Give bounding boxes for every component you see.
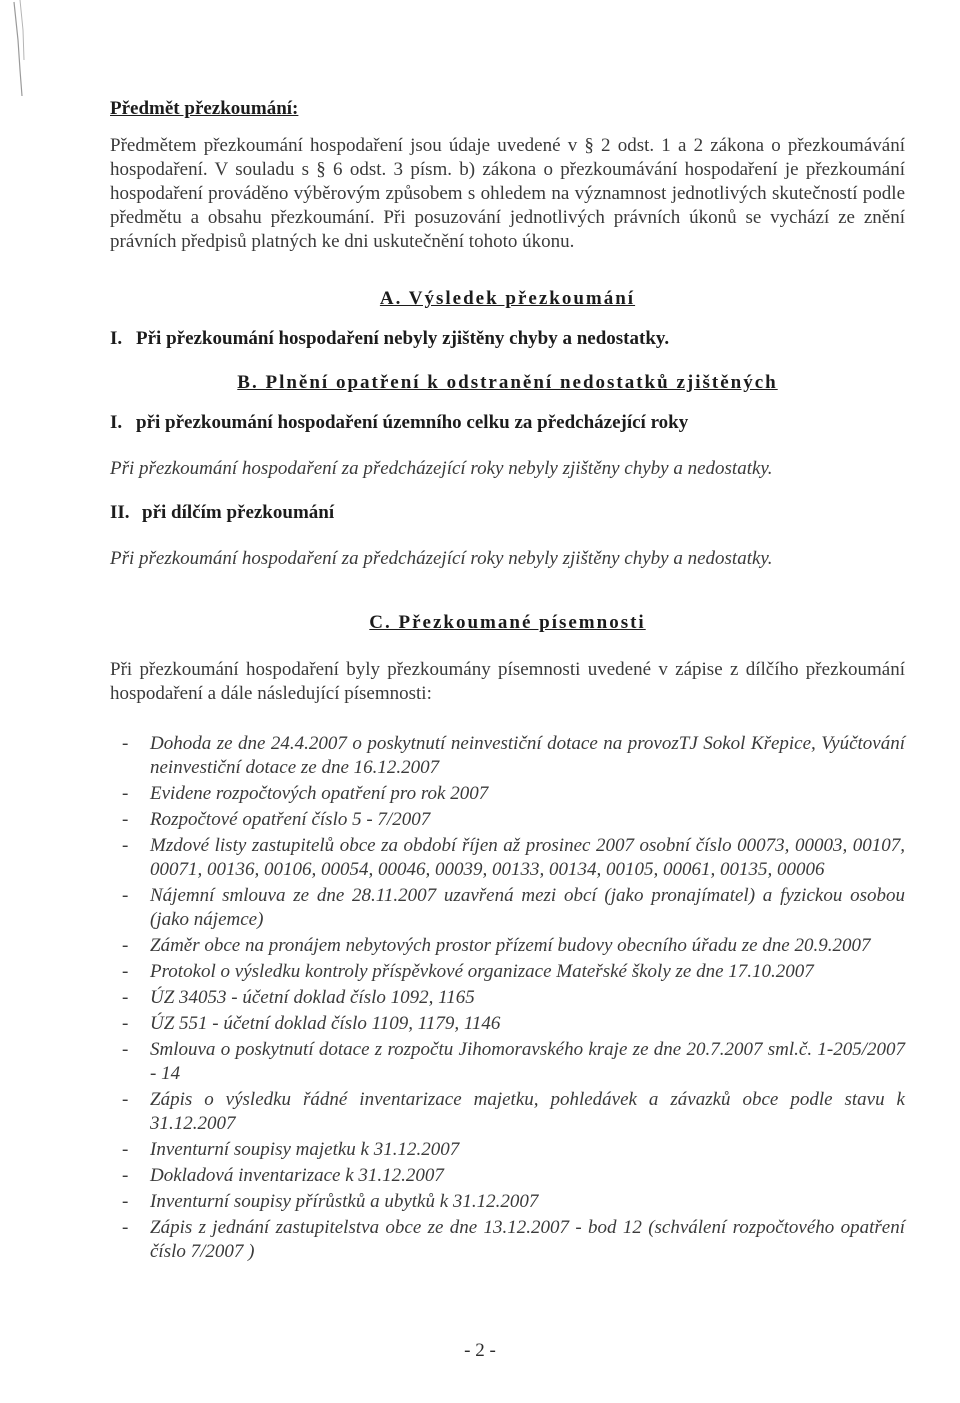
list-dash: - bbox=[122, 1139, 129, 1160]
list-item bbox=[110, 808, 905, 832]
list-item-text: ÚZ 34053 - účetní doklad číslo 1092, 1165 bbox=[150, 987, 475, 1008]
section-b-item-2-title: při dílčím přezkoumání bbox=[142, 502, 335, 523]
section-a-item bbox=[110, 328, 905, 350]
list-dash: - bbox=[122, 1013, 129, 1034]
list-item-text: Záměr obce na pronájem nebytových prostor přízemí budovy obecního úřadu ze dne 20.9.2007 bbox=[150, 935, 871, 956]
list-item bbox=[110, 960, 905, 984]
list-dash: - bbox=[122, 1039, 129, 1060]
section-b-item-2-number: II. bbox=[110, 502, 130, 523]
list-item-text: Protokol o výsledku kontroly příspěvkové organizace Mateřské školy ze dne 17.10.2007 bbox=[150, 961, 814, 982]
list-item-text: Inventurní soupisy majetku k 31.12.2007 bbox=[150, 1139, 460, 1160]
section-b-item-2-text: Při přezkoumání hospodaření za předcházející roky nebyly zjištěny chyby a nedostatky. bbox=[110, 548, 773, 569]
list-item-text: Mzdové listy zastupitelů obce za období říjen až prosinec 2007 osobní číslo 00073, 00003, 00107, 00071, 00136, 00106, 00054, 00046, 00039, 00133, 00134, 00105, 00061, 00135, 00006 bbox=[150, 835, 905, 880]
page-content bbox=[110, 98, 905, 1266]
list-item-text: ÚZ 551 - účetní doklad číslo 1109, 1179, 1146 bbox=[150, 1013, 501, 1034]
section-c-intro: Při přezkoumání hospodaření byly přezkoumány písemnosti uvedené v zápise z dílčího přezkoumání hospodaření a dále následující písemnosti: bbox=[110, 659, 905, 704]
list-item bbox=[110, 934, 905, 958]
list-dash: - bbox=[122, 885, 129, 906]
list-item bbox=[110, 1216, 905, 1264]
section-b-item-1 bbox=[110, 412, 905, 434]
list-dash: - bbox=[122, 1217, 129, 1238]
page-number: - 2 - bbox=[464, 1340, 496, 1361]
list-item-text: Nájemní smlouva ze dne 28.11.2007 uzavřená mezi obcí (jako pronajímatel) a fyzickou osobou (jako nájemce) bbox=[150, 885, 905, 930]
list-item bbox=[110, 834, 905, 882]
list-item bbox=[110, 1190, 905, 1214]
list-dash: - bbox=[122, 1089, 129, 1110]
list-dash: - bbox=[122, 783, 129, 804]
section-a-heading: A. Výsledek přezkoumání bbox=[379, 288, 636, 309]
subject-paragraph: Předmětem přezkoumání hospodaření jsou údaje uvedené v § 2 odst. 1 a 2 zákona o přezkoumávání hospodaření. V souladu s § 6 odst. 3 písm. b) zákona o přezkoumávání hospodaření je přezkoumání hospodaření prováděno výběrovým způsobem s ohledem na významnost jednotlivých skutečností podle předmětu a obsahu přezkoumání. Při posuzování jednotlivých právních úkonů se vychází ze znění právních předpisů platných ke dni uskutečnění tohoto úkonu. bbox=[110, 135, 905, 252]
section-b-item-1-text: Při přezkoumání hospodaření za předcházející roky nebyly zjištěny chyby a nedostatky. bbox=[110, 458, 773, 479]
list-dash: - bbox=[122, 1165, 129, 1186]
list-item bbox=[110, 1138, 905, 1162]
section-b-item-2 bbox=[110, 502, 905, 524]
list-dash: - bbox=[122, 1191, 129, 1212]
list-dash: - bbox=[122, 961, 129, 982]
list-item-text: Zápis o výsledku řádné inventarizace majetku, pohledávek a závazků obce podle stavu k 31.12.2007 bbox=[150, 1089, 905, 1134]
list-item bbox=[110, 884, 905, 932]
list-item bbox=[110, 986, 905, 1010]
list-item-text: Zápis z jednání zastupitelstva obce ze dne 13.12.2007 - bod 12 (schválení rozpočtového opatření číslo 7/2007 ) bbox=[150, 1217, 905, 1262]
list-dash: - bbox=[122, 733, 129, 754]
list-item bbox=[110, 1164, 905, 1188]
list-item bbox=[110, 1088, 905, 1136]
list-item-text: Dokladová inventarizace k 31.12.2007 bbox=[150, 1165, 444, 1186]
section-a-item-number: I. bbox=[110, 328, 123, 349]
list-dash: - bbox=[122, 835, 129, 856]
section-b-item-1-number: I. bbox=[110, 412, 123, 433]
scan-edge-mark bbox=[0, 0, 40, 100]
list-dash: - bbox=[122, 935, 129, 956]
list-item bbox=[110, 732, 905, 780]
list-dash: - bbox=[122, 987, 129, 1008]
list-item bbox=[110, 1038, 905, 1086]
subject-heading: Předmět přezkoumání: bbox=[110, 98, 299, 119]
section-c-heading: C. Přezkoumané písemnosti bbox=[369, 612, 646, 633]
list-item bbox=[110, 1012, 905, 1036]
list-item-text: Dohoda ze dne 24.4.2007 o poskytnutí neinvestiční dotace na provozTJ Sokol Křepice, Vyúčtování neinvestiční dotace ze dne 16.12.2007 bbox=[150, 733, 905, 778]
section-a-item-text: Při přezkoumání hospodaření nebyly zjištěny chyby a nedostatky. bbox=[136, 328, 670, 349]
list-item-text: Inventurní soupisy přírůstků a ubytků k 31.12.2007 bbox=[150, 1191, 539, 1212]
list-item bbox=[110, 782, 905, 806]
list-dash: - bbox=[122, 809, 129, 830]
list-item-text: Rozpočtové opatření číslo 5 - 7/2007 bbox=[150, 809, 431, 830]
list-item-text: Smlouva o poskytnutí dotace z rozpočtu Jihomoravského kraje ze dne 20.7.2007 sml.č. 1-205/2007 - 14 bbox=[150, 1039, 905, 1084]
section-b-heading: B. Plnění opatření k odstranění nedostatků zjištěných bbox=[237, 372, 778, 393]
documents-list bbox=[110, 732, 905, 1264]
list-item-text: Evidene rozpočtových opatření pro rok 2007 bbox=[150, 783, 489, 804]
section-b-item-1-title: při přezkoumání hospodaření územního celku za předcházející roky bbox=[136, 412, 689, 433]
